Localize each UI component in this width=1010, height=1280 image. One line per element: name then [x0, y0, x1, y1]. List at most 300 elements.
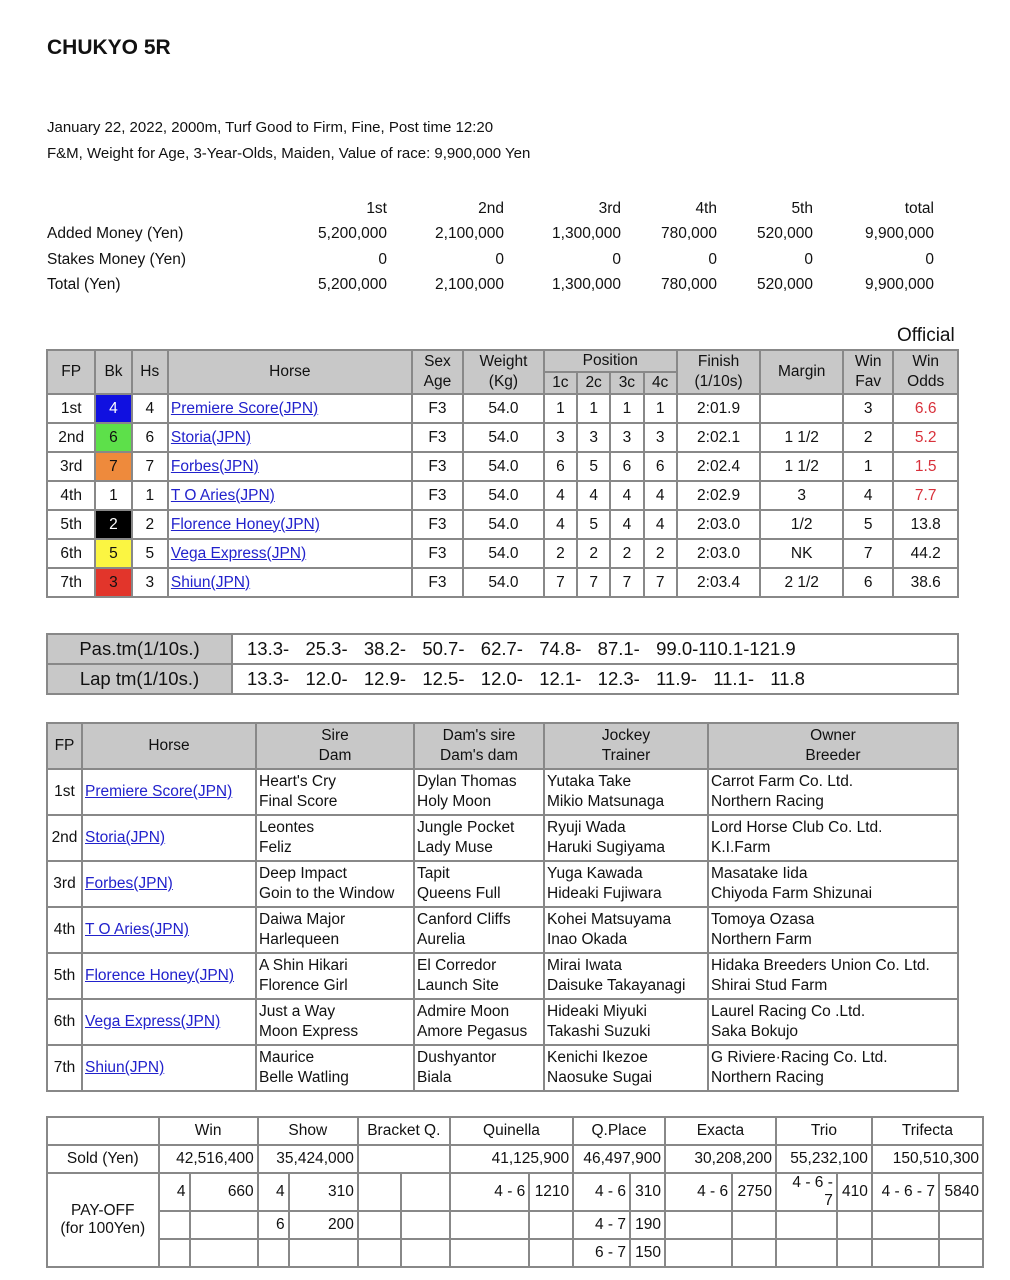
col-margin: Margin: [760, 350, 843, 394]
prize-value: 0: [925, 250, 934, 268]
payoff-amount: [939, 1239, 983, 1267]
breeder: K.I.Farm: [711, 839, 771, 856]
col-horse: Horse: [82, 723, 256, 769]
position-2c: 1: [577, 394, 610, 423]
finish-time: 2:02.1: [677, 423, 761, 452]
horse-link[interactable]: Shiun(JPN): [170, 573, 251, 591]
dam: Harlequeen: [259, 931, 340, 948]
position-3c: 2: [610, 539, 643, 568]
win-fav: 3: [843, 394, 893, 423]
win-odds: 1.5: [893, 452, 958, 481]
position-4c: 1: [644, 394, 677, 423]
horse-number: 6: [132, 423, 168, 452]
horse-link[interactable]: Premiere Score(JPN): [85, 783, 233, 800]
position-4c: 4: [644, 510, 677, 539]
col-damsire-damdam: Dam's sire Dam's dam: [414, 723, 544, 769]
payoff-combination: 6 - 7: [573, 1239, 630, 1267]
bracket-number: 5: [95, 539, 131, 568]
bracket-number: 2: [95, 510, 131, 539]
margin: 1 1/2: [760, 423, 843, 452]
payoff-combination: [358, 1173, 401, 1211]
trainer: Takashi Suzuki: [547, 1023, 651, 1040]
bet-type-header: Quinella: [450, 1117, 573, 1145]
trainer: Inao Okada: [547, 931, 628, 948]
horse-link[interactable]: Storia(JPN): [85, 829, 166, 846]
finish-position: 6th: [47, 999, 82, 1045]
dam: Final Score: [259, 793, 338, 810]
position-3c: 4: [610, 481, 643, 510]
payoff-row: [47, 1211, 983, 1239]
finish-time: 2:02.9: [677, 481, 761, 510]
finish-position: 7th: [47, 1045, 82, 1091]
payoff-combination: 4: [258, 1173, 289, 1211]
prize-row-label: Stakes Money (Yen): [47, 250, 187, 268]
bracket-number: 1: [95, 481, 131, 510]
breeder: Shirai Stud Farm: [711, 977, 828, 994]
prize-value: 5,200,000: [318, 276, 387, 294]
finish-position: 5th: [47, 953, 82, 999]
prize-value: 0: [804, 250, 813, 268]
owner: Carrot Farm Co. Ltd.: [711, 773, 854, 790]
bet-type-header: Q.Place: [573, 1117, 665, 1145]
pedigree-row: [47, 907, 958, 953]
sire: Leontes: [259, 819, 315, 836]
payoff-amount: [939, 1211, 983, 1239]
trainer: Mikio Matsunaga: [547, 793, 665, 810]
payoff-amount: [732, 1211, 776, 1239]
jockey: Yutaka Take: [547, 773, 632, 790]
prize-value: 0: [378, 250, 387, 268]
bet-type-header: Bracket Q.: [358, 1117, 450, 1145]
payoff-combination: [358, 1239, 401, 1267]
win-fav: 7: [843, 539, 893, 568]
payoff-amount: 1210: [529, 1173, 573, 1211]
position-3c: 6: [610, 452, 643, 481]
race-info-line-2: F&M, Weight for Age, 3-Year-Olds, Maiden, Value of race: 9,900,000 Yen: [47, 145, 531, 162]
payoff-combination: [665, 1239, 732, 1267]
col-horse: Horse: [168, 350, 412, 394]
win-fav: 1: [843, 452, 893, 481]
sold-amount: 35,424,000: [258, 1145, 358, 1173]
sold-amount: 42,516,400: [159, 1145, 258, 1173]
finish-time: 2:03.0: [677, 539, 761, 568]
prize-value: 0: [612, 250, 621, 268]
payoff-amount: [732, 1239, 776, 1267]
position-2c: 3: [577, 423, 610, 452]
dam-sire: Tapit: [417, 865, 450, 882]
prize-header-4th: 4th: [695, 199, 717, 217]
sex-age: F3: [412, 481, 463, 510]
horse-link[interactable]: T O Aries(JPN): [170, 486, 275, 504]
sold-amount: 46,497,900: [573, 1145, 665, 1173]
horse-number: 7: [132, 452, 168, 481]
col-finish: Finish (1/10s): [677, 350, 761, 394]
horse-number: 1: [132, 481, 168, 510]
result-row: [47, 510, 958, 539]
payoff-combination: [450, 1239, 530, 1267]
times-table: [46, 633, 959, 695]
margin: 2 1/2: [760, 568, 843, 597]
col-owner-breeder: Owner Breeder: [708, 723, 958, 769]
sire: Maurice: [259, 1049, 315, 1066]
owner: Laurel Racing Co .Ltd.: [711, 1003, 866, 1020]
prize-value: 0: [708, 250, 717, 268]
horse-link[interactable]: Florence Honey(JPN): [170, 515, 320, 533]
sex-age: F3: [412, 452, 463, 481]
lap-time-row: [47, 664, 958, 694]
payoff-amount: [529, 1211, 573, 1239]
margin: 1/2: [760, 510, 843, 539]
payoff-amount: 310: [630, 1173, 665, 1211]
position-2c: 5: [577, 452, 610, 481]
payoff-combination: [776, 1239, 837, 1267]
prize-value: 520,000: [756, 225, 813, 243]
payoff-combination: [776, 1211, 837, 1239]
pedigree-header-row: [47, 723, 958, 769]
finish-time: 2:01.9: [677, 394, 761, 423]
weight: 54.0: [463, 452, 544, 481]
position-1c: 7: [544, 568, 577, 597]
jockey: Kenichi Ikezoe: [547, 1049, 648, 1066]
owner: Masatake Iida: [711, 865, 808, 882]
payoff-combination: 4 - 6: [573, 1173, 630, 1211]
sold-amount: 41,125,900: [450, 1145, 573, 1173]
position-2c: 7: [577, 568, 610, 597]
payoff-combination: 6: [258, 1211, 289, 1239]
prize-header-2nd: 2nd: [478, 199, 504, 217]
jockey: Yuga Kawada: [547, 865, 643, 882]
col-bk: Bk: [95, 350, 131, 394]
breeder: Northern Farm: [711, 931, 812, 948]
passing-time-values: 13.3- 25.3- 38.2- 50.7- 62.7- 74.8- 87.1- 99.0-110.1-121.9: [232, 634, 958, 664]
sex-age: F3: [412, 423, 463, 452]
win-fav: 6: [843, 568, 893, 597]
owner: G Riviere·Racing Co. Ltd.: [711, 1049, 888, 1066]
win-fav: 5: [843, 510, 893, 539]
finish-position: 1st: [47, 769, 82, 815]
payoff-combination: 4 - 7: [573, 1211, 630, 1239]
owner: Tomoya Ozasa: [711, 911, 815, 928]
weight: 54.0: [463, 539, 544, 568]
prize-value: 1,300,000: [552, 225, 621, 243]
position-1c: 3: [544, 423, 577, 452]
dam-sire: Canford Cliffs: [417, 911, 511, 928]
prize-value: 5,200,000: [318, 225, 387, 243]
col-sire-dam: Sire Dam: [256, 723, 414, 769]
dam: Goin to the Window: [259, 885, 395, 902]
position-3c: 4: [610, 510, 643, 539]
finish-position: 2nd: [47, 815, 82, 861]
prize-value: 2,100,000: [435, 276, 504, 294]
payoff-combination: 4 - 6 - 7: [776, 1173, 837, 1211]
dam-sire: El Corredor: [417, 957, 497, 974]
pedigree-row: [47, 861, 958, 907]
owner: Lord Horse Club Co. Ltd.: [711, 819, 883, 836]
dam-dam: Lady Muse: [417, 839, 493, 856]
horse-link[interactable]: Forbes(JPN): [85, 875, 173, 892]
bracket-number: 6: [95, 423, 131, 452]
jockey: Ryuji Wada: [547, 819, 626, 836]
payoff-label: PAY-OFF (for 100Yen): [47, 1173, 159, 1267]
col-weight: Weight (Kg): [463, 350, 544, 394]
owner: Hidaka Breeders Union Co. Ltd.: [711, 957, 930, 974]
sex-age: F3: [412, 568, 463, 597]
dam: Moon Express: [259, 1023, 359, 1040]
breeder: Chiyoda Farm Shizunai: [711, 885, 873, 902]
prize-value: 780,000: [660, 276, 717, 294]
passing-time-label: Pas.tm(1/10s.): [47, 634, 232, 664]
sex-age: F3: [412, 394, 463, 423]
col-2c: 2c: [577, 372, 610, 394]
sex-age: F3: [412, 510, 463, 539]
result-row: [47, 394, 958, 423]
pedigree-row: [47, 769, 958, 815]
payoff-combination: [450, 1211, 530, 1239]
horse-number: 2: [132, 510, 168, 539]
sire: Heart's Cry: [259, 773, 337, 790]
breeder: Northern Racing: [711, 793, 824, 810]
bet-type-header: Show: [258, 1117, 358, 1145]
finish-time: 2:02.4: [677, 452, 761, 481]
jockey: Kohei Matsuyama: [547, 911, 672, 928]
dam-sire: Admire Moon: [417, 1003, 510, 1020]
sire: Just a Way: [259, 1003, 336, 1020]
result-row: [47, 481, 958, 510]
official-label: Official: [897, 325, 955, 346]
horse-number: 3: [132, 568, 168, 597]
payoff-combination: [159, 1211, 190, 1239]
sold-amount: 55,232,100: [776, 1145, 872, 1173]
win-odds: 13.8: [893, 510, 958, 539]
finish-position: 2nd: [47, 423, 95, 452]
pedigree-table: [46, 722, 959, 1092]
results-table: [46, 349, 959, 598]
payoff-combination: 4 - 6: [665, 1173, 732, 1211]
dam: Feliz: [259, 839, 292, 856]
margin: [760, 394, 843, 423]
finish-position: 4th: [47, 481, 95, 510]
pedigree-row: [47, 1045, 958, 1091]
position-4c: 2: [644, 539, 677, 568]
position-1c: 1: [544, 394, 577, 423]
col-1c: 1c: [544, 372, 577, 394]
position-2c: 5: [577, 510, 610, 539]
result-row: [47, 539, 958, 568]
finish-position: 4th: [47, 907, 82, 953]
margin: NK: [760, 539, 843, 568]
position-4c: 7: [644, 568, 677, 597]
prize-header-1st: 1st: [366, 199, 387, 217]
dam-dam: Queens Full: [417, 885, 501, 902]
bet-type-header: Win: [159, 1117, 258, 1145]
finish-position: 7th: [47, 568, 95, 597]
pedigree-row: [47, 815, 958, 861]
payoff-amount: 200: [289, 1211, 358, 1239]
bracket-number: 7: [95, 452, 131, 481]
jockey: Hideaki Miyuki: [547, 1003, 647, 1020]
lap-time-values: 13.3- 12.0- 12.9- 12.5- 12.0- 12.1- 12.3- 11.9- 11.1- 11.8: [232, 664, 958, 694]
dam-sire: Jungle Pocket: [417, 819, 515, 836]
prize-value: 9,900,000: [865, 276, 934, 294]
payoff-combination: [872, 1239, 939, 1267]
dam-dam: Biala: [417, 1069, 452, 1086]
payoff-combination: [872, 1211, 939, 1239]
payoff-combination: [665, 1211, 732, 1239]
prize-row-added: [44, 222, 934, 248]
margin: 3: [760, 481, 843, 510]
payoff-combination: 4: [159, 1173, 190, 1211]
horse-link[interactable]: Shiun(JPN): [85, 1059, 165, 1076]
payoff-amount: [837, 1211, 872, 1239]
dam: Florence Girl: [259, 977, 348, 994]
dam-dam: Launch Site: [417, 977, 499, 994]
sire: Deep Impact: [259, 865, 347, 882]
position-1c: 4: [544, 510, 577, 539]
horse-link[interactable]: Florence Honey(JPN): [85, 967, 235, 984]
breeder: Saka Bokujo: [711, 1023, 799, 1040]
payoff-amount: 190: [630, 1211, 665, 1239]
trainer: Daisuke Takayanagi: [547, 977, 686, 994]
position-4c: 6: [644, 452, 677, 481]
win-odds: 7.7: [893, 481, 958, 510]
prize-row-stakes: [44, 247, 934, 273]
dam-sire: Dushyantor: [417, 1049, 497, 1066]
finish-position: 5th: [47, 510, 95, 539]
position-4c: 3: [644, 423, 677, 452]
payoff-header-row: [47, 1117, 983, 1145]
results-header-row: [47, 350, 958, 372]
prize-header-total: total: [904, 199, 934, 217]
col-win-odds: Win Odds: [893, 350, 958, 394]
prize-row-label: Added Money (Yen): [47, 225, 184, 243]
prize-row-label: Total (Yen): [47, 276, 121, 294]
prize-value: 9,900,000: [865, 225, 934, 243]
sire: Daiwa Major: [259, 911, 346, 928]
payoff-amount: [837, 1239, 872, 1267]
bet-type-header: Trifecta: [872, 1117, 983, 1145]
dam-dam: Holy Moon: [417, 793, 492, 810]
position-3c: 3: [610, 423, 643, 452]
position-2c: 4: [577, 481, 610, 510]
dam-dam: Aurelia: [417, 931, 466, 948]
prize-row-total: [44, 273, 934, 299]
passing-time-row: [47, 634, 958, 664]
col-hs: Hs: [132, 350, 168, 394]
bracket-number: 4: [95, 394, 131, 423]
prize-value: 780,000: [660, 225, 717, 243]
win-odds: 44.2: [893, 539, 958, 568]
weight: 54.0: [463, 510, 544, 539]
result-row: [47, 452, 958, 481]
breeder: Northern Racing: [711, 1069, 824, 1086]
col-fp: FP: [47, 723, 82, 769]
weight: 54.0: [463, 481, 544, 510]
payoff-amount: [190, 1211, 258, 1239]
horse-link[interactable]: Storia(JPN): [170, 428, 251, 446]
payoff-amount: [289, 1239, 358, 1267]
position-1c: 2: [544, 539, 577, 568]
horse-link[interactable]: Forbes(JPN): [170, 457, 259, 475]
dam-dam: Amore Pegasus: [417, 1023, 528, 1040]
horse-link[interactable]: Vega Express(JPN): [85, 1013, 221, 1030]
dam-sire: Dylan Thomas: [417, 773, 517, 790]
finish-position: 6th: [47, 539, 95, 568]
prize-header-5th: 5th: [791, 199, 813, 217]
payoff-row: [47, 1239, 983, 1267]
col-sex-age: Sex Age: [412, 350, 463, 394]
position-1c: 4: [544, 481, 577, 510]
payoff-amount: 660: [190, 1173, 258, 1211]
payoff-amount: 5840: [939, 1173, 983, 1211]
weight: 54.0: [463, 568, 544, 597]
horse-link[interactable]: T O Aries(JPN): [85, 921, 189, 938]
payoff-amount: [401, 1173, 450, 1211]
position-4c: 4: [644, 481, 677, 510]
win-odds: 5.2: [893, 423, 958, 452]
col-4c: 4c: [644, 372, 677, 394]
horse-number: 5: [132, 539, 168, 568]
dam: Belle Watling: [259, 1069, 349, 1086]
position-1c: 6: [544, 452, 577, 481]
sex-age: F3: [412, 539, 463, 568]
horse-link[interactable]: Vega Express(JPN): [170, 544, 307, 562]
prize-header-3rd: 3rd: [598, 199, 621, 217]
result-row: [47, 568, 958, 597]
payoff-combination: [258, 1239, 289, 1267]
sold-row: [47, 1145, 983, 1173]
trainer: Naosuke Sugai: [547, 1069, 653, 1086]
col-fp: FP: [47, 350, 95, 394]
bracket-number: 3: [95, 568, 131, 597]
payoff-amount: [529, 1239, 573, 1267]
position-3c: 1: [610, 394, 643, 423]
page-title: CHUKYO 5R: [47, 36, 171, 59]
payoff-amount: [401, 1211, 450, 1239]
position-2c: 2: [577, 539, 610, 568]
weight: 54.0: [463, 423, 544, 452]
pedigree-row: [47, 953, 958, 999]
jockey: Mirai Iwata: [547, 957, 622, 974]
finish-position: 3rd: [47, 861, 82, 907]
finish-time: 2:03.4: [677, 568, 761, 597]
payoff-row: [47, 1173, 983, 1211]
payoff-amount: 2750: [732, 1173, 776, 1211]
finish-position: 3rd: [47, 452, 95, 481]
win-odds: 38.6: [893, 568, 958, 597]
trainer: Hideaki Fujiwara: [547, 885, 662, 902]
finish-time: 2:03.0: [677, 510, 761, 539]
sold-amount: [358, 1145, 450, 1173]
trainer: Haruki Sugiyama: [547, 839, 666, 856]
result-row: [47, 423, 958, 452]
prize-money-table: [44, 196, 934, 298]
bet-type-header: Trio: [776, 1117, 872, 1145]
col-jockey-trainer: Jockey Trainer: [544, 723, 708, 769]
col-3c: 3c: [610, 372, 643, 394]
payoff-combination: [358, 1211, 401, 1239]
col-position: Position: [544, 350, 677, 372]
win-odds: 6.6: [893, 394, 958, 423]
horse-link[interactable]: Premiere Score(JPN): [170, 399, 319, 417]
bet-type-header: Exacta: [665, 1117, 776, 1145]
lap-time-label: Lap tm(1/10s.): [47, 664, 232, 694]
col-win-fav: Win Fav: [843, 350, 893, 394]
prize-value: 0: [495, 250, 504, 268]
payoff-amount: [401, 1239, 450, 1267]
prize-value: 520,000: [756, 276, 813, 294]
payoff-amount: 150: [630, 1239, 665, 1267]
horse-number: 4: [132, 394, 168, 423]
